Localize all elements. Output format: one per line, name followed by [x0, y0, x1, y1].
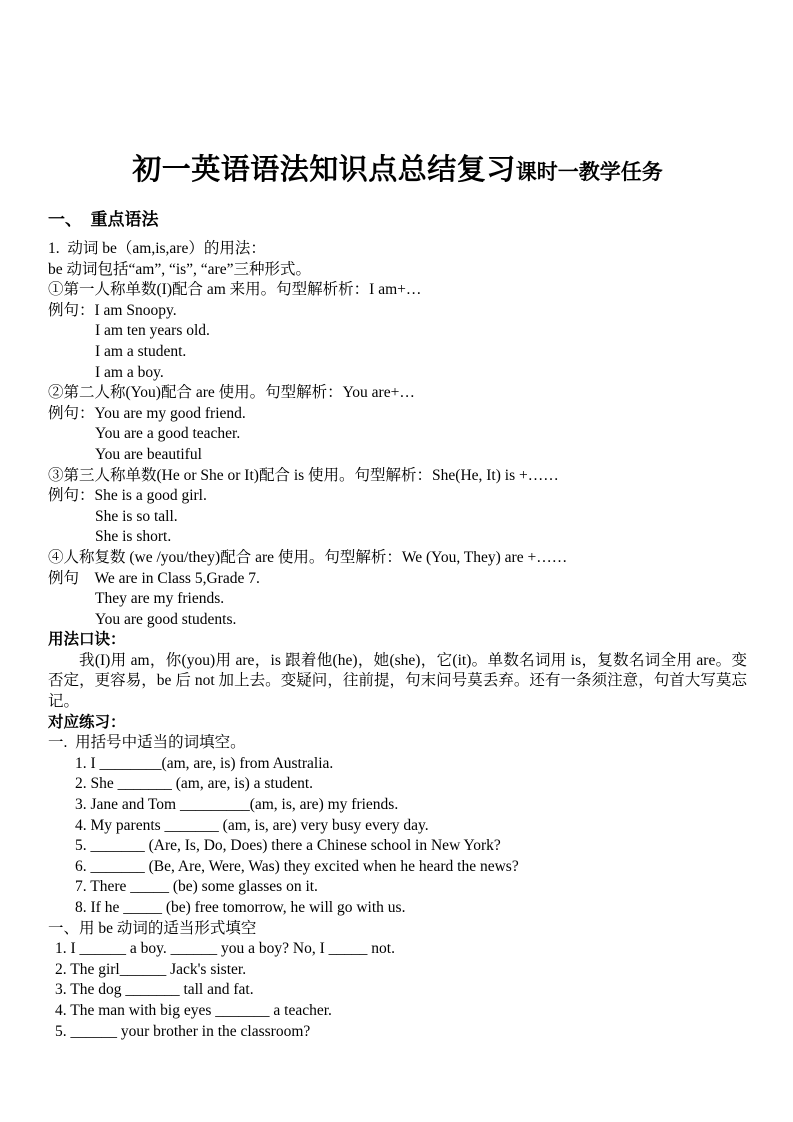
text-line: I am a student.: [95, 342, 187, 360]
text-line: 用法口诀：: [48, 631, 126, 649]
text-line: ①第一人称单数(I)配合 am 来用。句型解析析：I am+…: [48, 281, 422, 299]
text-line: 5. _______ (Are, Is, Do, Does) there a Chinese school in New York?: [75, 837, 501, 855]
text-line: You are good students.: [95, 610, 237, 628]
text-line: You are beautiful: [95, 445, 202, 463]
text-line: 7. There _____ (be) some glasses on it.: [75, 878, 318, 896]
text-line: 5. ______ your brother in the classroom?: [55, 1022, 311, 1040]
text-line: 例句：You are my good friend.: [48, 404, 246, 422]
text-line: 3. Jane and Tom _________(am, is, are) my friends.: [75, 796, 399, 814]
text-line: I am a boy.: [95, 363, 164, 381]
text-line: 4. My parents _______ (am, is, are) very busy every day.: [75, 816, 429, 834]
text-line: 6. _______ (Be, Are, Were, Was) they excited when he heard the news?: [75, 857, 519, 875]
text-line: 例句：She is a good girl.: [48, 487, 207, 505]
text-line: 例句：I am Snoopy.: [48, 301, 177, 319]
text-line: be 动词包括“am”, “is”, “are”三种形式。: [48, 260, 311, 278]
text-line: I am ten years old.: [95, 322, 210, 340]
text-line: 1. I ______ a boy. ______ you a boy? No, I _____ not.: [55, 940, 395, 958]
section-heading: 一、 重点语法: [48, 210, 159, 229]
text-line: 3. The dog _______ tall and fat.: [55, 981, 254, 999]
title-suffix: 课时一教学任务: [515, 160, 663, 184]
text-line: 4. The man with big eyes _______ a teacher.: [55, 1001, 332, 1019]
text-line: 例句 We are in Class 5,Grade 7.: [48, 569, 260, 587]
text-line: ③第三人称单数(He or She or It)配合 is 使用。句型解析：She(He, It) is +……: [48, 466, 559, 484]
text-line: 2. She _______ (am, are, is) a student.: [75, 775, 314, 793]
text-line: 一. 用括号中适当的词填空。: [48, 734, 246, 752]
document-body: [48, 239, 747, 1042]
text-line: She is short.: [95, 528, 172, 546]
title-main: 初一英语语法知识点总结复习: [132, 154, 516, 186]
text-line: They are my friends.: [95, 590, 225, 608]
text-line: 2. The girl______ Jack's sister.: [55, 960, 247, 978]
text-line: 1. I ________(am, are, is) from Australia.: [75, 754, 334, 772]
text-line: 1. 动词 be（am,is,are）的用法：: [48, 240, 266, 257]
text-line: 一、用 be 动词的适当形式填空: [48, 919, 257, 937]
text-line: She is so tall.: [95, 507, 178, 525]
text-line: 8. If he _____ (be) free tomorrow, he will go with us.: [75, 899, 406, 916]
document-title: [48, 150, 747, 192]
text-line: ②第二人称(You)配合 are 使用。句型解析：You are+…: [48, 384, 415, 402]
text-line: You are a good teacher.: [95, 425, 241, 443]
text-line: ④人称复数 (we /you/they)配合 are 使用。句型解析：We (You, They) are +……: [48, 548, 568, 566]
text-line: 我(I)用 am，你(you)用 are，is 跟着他(he)，她(she)，它(it)。单数名词用 is，复数名词全用 are。变否定，更容易，be 后 not 加上去。变疑问，往前提，句末问号莫丢弃。还有一条须注意，句首大写莫忘记。: [48, 651, 747, 711]
text-line: 对应练习：: [48, 713, 126, 731]
